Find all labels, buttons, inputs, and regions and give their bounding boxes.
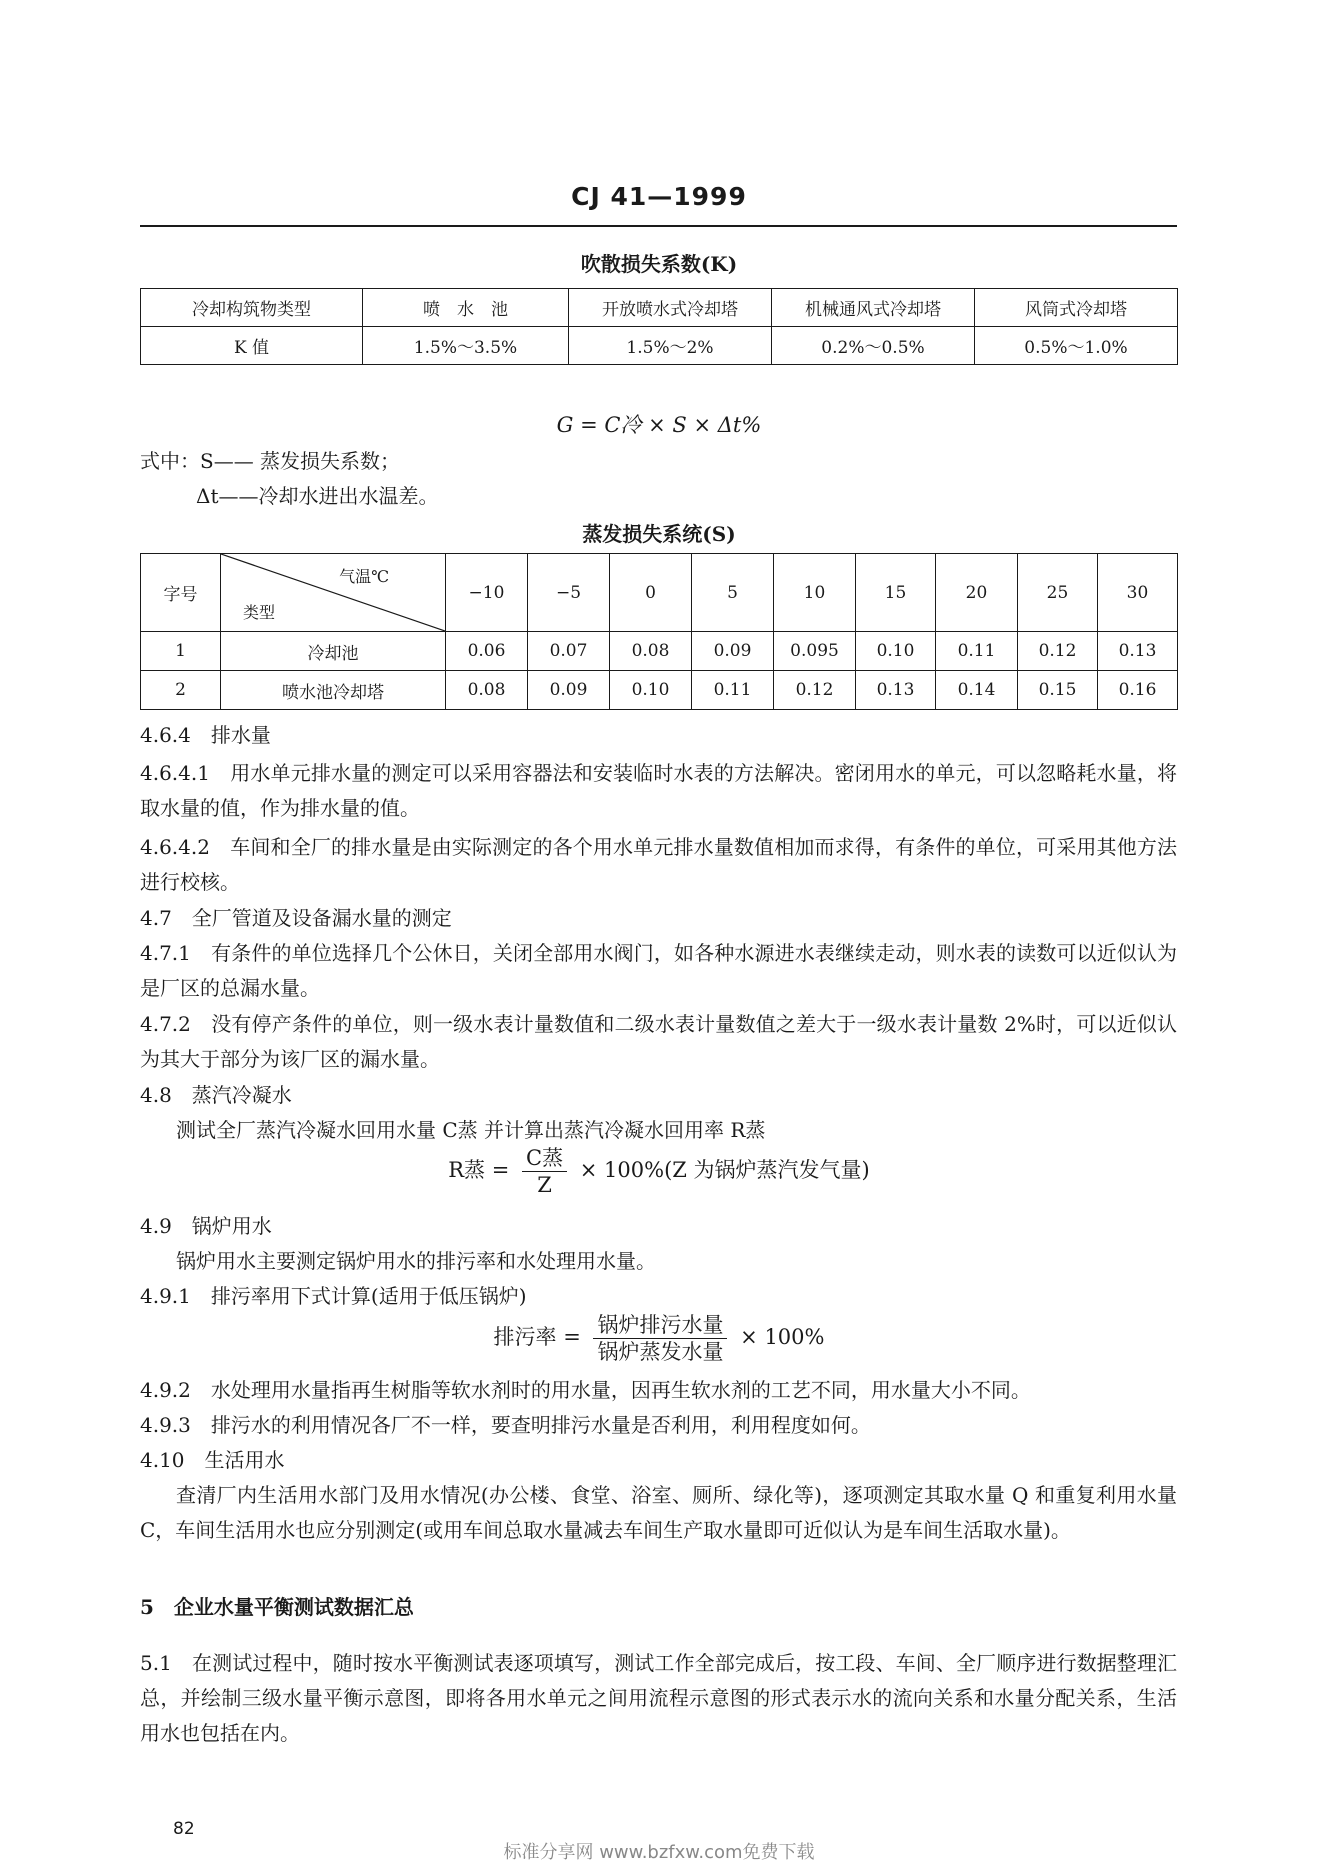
formula-lhs: R蒸 = [448,1158,510,1182]
table-cell: 0.11 [936,632,1018,671]
table-cell: 10 [774,554,856,632]
paragraph: 4.7.1 有条件的单位选择几个公休日，关闭全部用水阀门，如各种水源进水表继续走动，则水表的读数可以近似认为是厂区的总漏水量。 [140,941,1177,1000]
diag-bottom-label: 类型 [243,603,276,622]
table-cell: 0.2%～0.5% [772,327,975,365]
section-heading: 4.8 蒸汽冷凝水 [140,1083,292,1107]
paragraph: 4.9.2 水处理用水量指再生树脂等软水剂时的用水量，因再生软水剂的工艺不同，用水量大小不同。 [140,1378,1031,1402]
table-cell: 20 [936,554,1018,632]
table-cell: 开放喷水式冷却塔 [569,289,772,327]
section-heading: 4.6.4 排水量 [140,723,271,747]
table-cell: 0.12 [1018,632,1098,671]
paragraph: 5.1 在测试过程中，随时按水平衡测试表逐项填写，测试工作全部完成后，按工段、车间、全厂顺序进行数据整理汇总，并绘制三级水量平衡示意图，即将各用水单元之间用流程示意图的形式表示水的流向关系和水量分配关系，生活用水也包括在内。 [140,1651,1177,1745]
section-heading: 4.7 全厂管道及设备漏水量的测定 [140,906,452,930]
section-heading: 4.10 生活用水 [140,1448,285,1472]
section-heading: 5 企业水量平衡测试数据汇总 [140,1595,414,1619]
table-cell: 0.09 [692,632,774,671]
table-s [140,553,1178,710]
table-cell: 字号 [141,554,221,632]
table-cell: 0.095 [774,632,856,671]
table-k-caption: 吹散损失系数(K) [580,252,738,276]
fraction [593,1312,727,1365]
table-cell: 30 [1098,554,1178,632]
header-rule [140,225,1177,227]
table-cell: 0.12 [774,671,856,710]
numerator: C蒸 [522,1145,567,1172]
table-cell: 5 [692,554,774,632]
paragraph: 4.9.3 排污水的利用情况各厂不一样，要查明排污水量是否利用，利用程度如何。 [140,1413,871,1437]
table-cell: 0.13 [856,671,936,710]
table-s-caption: 蒸发损失系统(S) [582,522,736,546]
formula-lhs: 排污率 = [493,1325,581,1349]
table-row [141,671,1178,710]
table-cell: 2 [141,671,221,710]
denominator: 锅炉蒸发水量 [597,1340,724,1364]
where-dt: Δt——冷却水进出水温差。 [196,484,439,508]
table-cell: 0.5%～1.0% [975,327,1178,365]
paragraph: 4.6.4.1 用水单元排水量的测定可以采用容器法和安装临时水表的方法解决。密闭用水的单元，可以忽略耗水量，将取水量的值，作为排水量的值。 [140,761,1177,820]
formula-p [0,1312,1318,1365]
table-cell: 1.5%～3.5% [363,327,569,365]
table-cell: 1 [141,632,221,671]
footer-watermark: 标准分享网 www.bzfxw.com免费下载 [503,1842,815,1863]
diag-top-label: 气温℃ [339,567,389,586]
numerator: 锅炉排污水量 [593,1312,727,1339]
table-row [141,327,1178,365]
table-k [140,288,1178,365]
table-cell: 0.08 [610,632,692,671]
page-number: 82 [173,1819,195,1839]
paragraph: 查清厂内生活用水部门及用水情况(办公楼、食堂、浴室、厕所、绿化等)，逐项测定其取水量 Q 和重复利用水量 C，车间生活用水也应分别测定(或用车间总取水量减去车间生产取水量即可近似认为是车间生活取水量)。 [140,1483,1177,1542]
table-cell: −5 [528,554,610,632]
table-cell: 0.15 [1018,671,1098,710]
table-cell: K 值 [141,327,363,365]
paragraph: 4.6.4.2 车间和全厂的排水量是由实际测定的各个用水单元排水量数值相加而求得，有条件的单位，可采用其他方法进行校核。 [140,835,1177,894]
formula-rhs: × 100% [740,1325,825,1349]
table-cell: 0.16 [1098,671,1178,710]
paragraph: 4.7.2 没有停产条件的单位，则一级水表计量数值和二级水表计量数值之差大于一级水表计量数 2%时，可以近似认为其大于部分为该厂区的漏水量。 [140,1012,1177,1071]
table-cell: 25 [1018,554,1098,632]
formula-g: G = C冷 × S × Δt% [556,413,762,437]
table-cell: 机械通风式冷却塔 [772,289,975,327]
section-heading: 4.9 锅炉用水 [140,1214,272,1238]
table-cell: 0.07 [528,632,610,671]
table-cell: 冷却池 [221,632,446,671]
table-cell: 喷水池冷却塔 [221,671,446,710]
table-cell: 喷 水 池 [363,289,569,327]
table-row [141,289,1178,327]
paragraph: 锅炉用水主要测定锅炉用水的排污率和水处理用水量。 [176,1249,656,1273]
table-cell: 1.5%～2% [569,327,772,365]
table-cell: 0.10 [856,632,936,671]
formula-r [0,1145,1318,1198]
paragraph: 4.9.1 排污率用下式计算(适用于低压锅炉) [140,1284,527,1308]
table-cell: 0.09 [528,671,610,710]
formula-rhs: × 100%(Z 为锅炉蒸汽发气量) [579,1158,870,1182]
standard-number: CJ 41—1999 [571,182,747,211]
table-cell: 0 [610,554,692,632]
table-row [141,554,1178,632]
denominator: Z [537,1173,552,1197]
where-s: 式中：S—— 蒸发损失系数； [140,449,401,473]
table-cell: 0.08 [446,671,528,710]
paragraph: 测试全厂蒸汽冷凝水回用水量 C蒸 并计算出蒸汽冷凝水回用率 R蒸 [176,1118,766,1142]
diagonal-header-cell [221,554,446,632]
table-row [141,632,1178,671]
table-cell: 15 [856,554,936,632]
table-cell: 0.13 [1098,632,1178,671]
table-cell: 风筒式冷却塔 [975,289,1178,327]
table-cell: 0.10 [610,671,692,710]
table-cell: 冷却构筑物类型 [141,289,363,327]
table-cell: −10 [446,554,528,632]
table-cell: 0.11 [692,671,774,710]
table-cell: 0.06 [446,632,528,671]
fraction [522,1145,567,1198]
table-cell: 0.14 [936,671,1018,710]
